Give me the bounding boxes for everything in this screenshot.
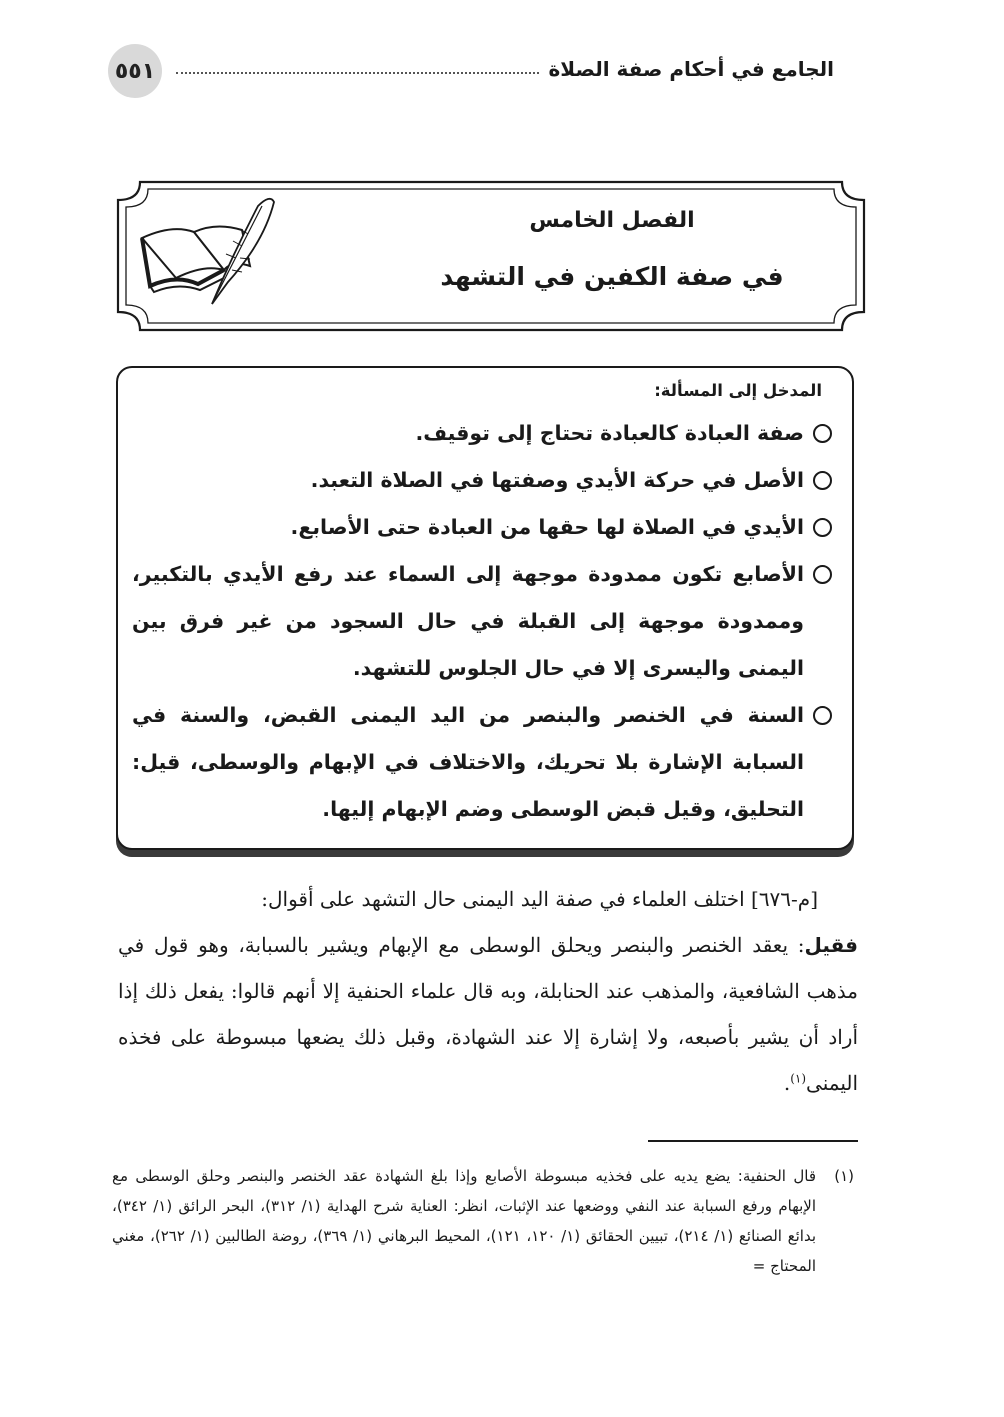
circle-bullet-icon — [813, 471, 832, 490]
circle-bullet-icon — [813, 565, 832, 584]
list-item-text: الأصل في حركة الأيدي وصفتها في الصلاة التعبد. — [310, 468, 804, 492]
circle-bullet-icon — [813, 706, 832, 725]
entry-list — [132, 410, 834, 833]
list-item — [132, 457, 834, 504]
circle-bullet-icon — [813, 424, 832, 443]
opinion-lead-word: فقيل — [804, 933, 858, 957]
footnote-divider — [648, 1140, 858, 1142]
list-item — [132, 410, 834, 457]
chapter-subtitle: في صفة الكفين في التشهد — [440, 262, 784, 291]
list-item — [132, 692, 834, 833]
footnote-text: قال الحنفية: يضع يديه على فخذيه مبسوطة الأصابع وإذا بلغ الشهادة عقد الخنصر والبنصر وحلق الوسطى مع الإبهام ورفع السبابة عند النفي ووضعها عند الإثبات، انظر: العناية شرح الهداية (١/ ٣١٢)، البحر الرائق (١/ ٣٤٢)، بدائع الصنائع (١/ ٢١٤)، تبيين الحقائق (١/ ١٢٠، ١٢١)، المحيط البرهاني (١/ ٣٦٩)، روضة الطالبين (١/ ٢٦٢)، مغني المحتاج = — [112, 1167, 817, 1275]
list-item-text: الأيدي في الصلاة لها حقها من العبادة حتى الأصابع. — [290, 515, 804, 539]
footnote-number: (١) — [834, 1167, 854, 1185]
list-item-text: السنة في الخنصر والبنصر من اليد اليمنى القبض، والسنة في السبابة الإشارة بلا تحريك، والاختلاف في الإبهام والوسطى، قيل: التحليق، وقيل قبض الوسطى وضم الإبهام إليها. — [132, 703, 804, 821]
entry-box — [116, 366, 854, 850]
entry-heading: المدخل إلى المسألة: — [654, 381, 822, 400]
book-title: الجامع في أحكام صفة الصلاة — [548, 57, 834, 81]
chapter-title: الفصل الخامس — [529, 208, 695, 233]
list-item-text: صفة العبادة كالعبادة تحتاج إلى توقيف. — [415, 421, 804, 445]
chapter-frame — [112, 176, 870, 336]
main-body — [118, 876, 858, 1106]
paragraph-text: : يعقد الخنصر والبنصر ويحلق الوسطى مع الإبهام ويشير بالسبابة، وهو قول في مذهب الشافعية، والمذهب عند الحنابلة، وبه قال علماء الحنفية إلا أنهم قالوا: يفعل ذلك إذا أراد أن يشير بأصبعه، ولا إشارة إلا عند الشهادة، وقبل ذلك يضعها مبسوطة على فخذه اليمنى — [118, 933, 858, 1095]
page-number: ٥٥١ — [108, 44, 162, 98]
running-header — [176, 52, 844, 86]
paragraph-end: . — [783, 1071, 791, 1095]
header-dotted-leader — [176, 72, 539, 74]
paragraph-first-opinion — [118, 922, 858, 1106]
list-item — [132, 504, 834, 551]
list-item-text: الأصابع تكون ممدودة موجهة إلى السماء عند رفع الأيدي بالتكبير، وممدودة موجهة إلى القبلة في حال السجود من غير فرق بين اليمنى واليسرى إلا في حال الجلوس للتشهد. — [132, 562, 804, 680]
footnote-reference[interactable]: (١) — [790, 1071, 807, 1086]
footnote — [112, 1161, 860, 1281]
list-item — [132, 551, 834, 692]
circle-bullet-icon — [813, 518, 832, 537]
book-and-quill-icon — [132, 186, 282, 316]
paragraph-intro: [م-٦٧٦] اختلف العلماء في صفة اليد اليمنى حال التشهد على أقوال: — [261, 887, 818, 911]
